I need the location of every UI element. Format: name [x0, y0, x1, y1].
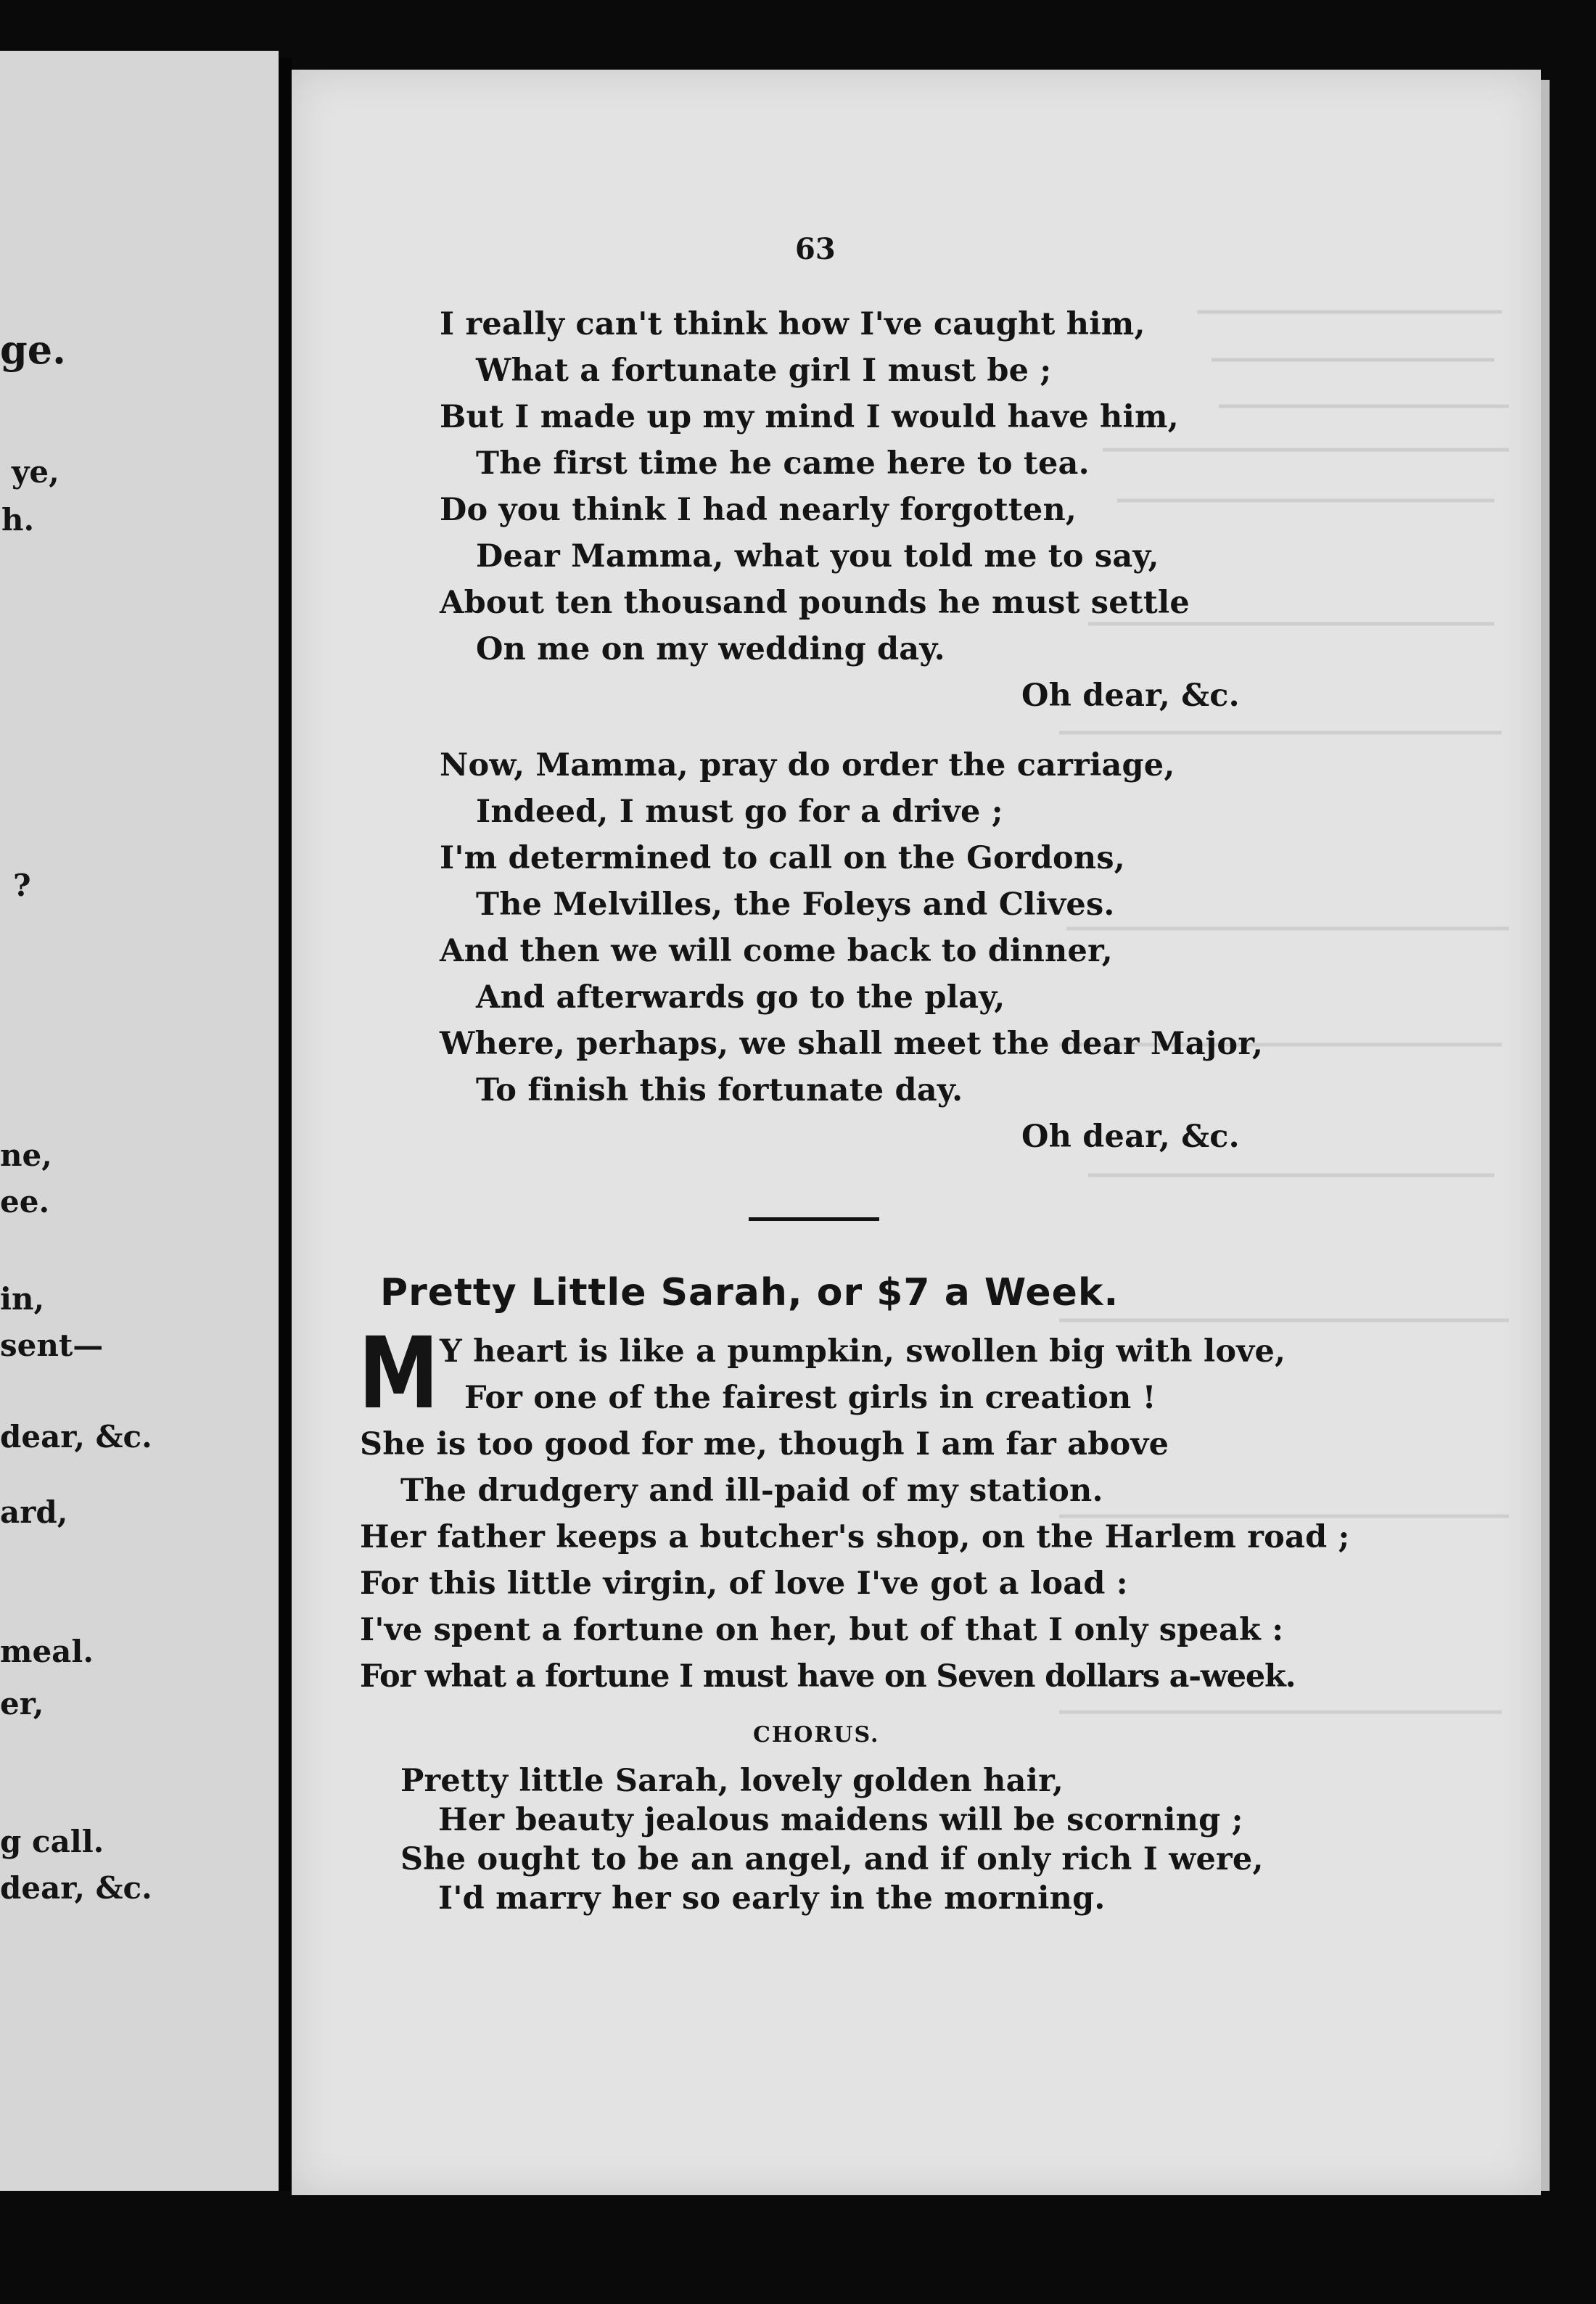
verse-line: For this little virgin, of love I've got a load :: [360, 1566, 1128, 1602]
verse-line: She is too good for me, though I am far above: [360, 1426, 1169, 1462]
left-page-fragment: meal.: [0, 1634, 94, 1669]
verse-line: But I made up my mind I would have him,: [440, 399, 1179, 435]
left-page-fragment: ge.: [0, 326, 66, 373]
verse-line: About ten thousand pounds he must settle: [440, 585, 1190, 621]
verse-line: What a fortunate girl I must be ;: [476, 353, 1052, 389]
verse-line: The drudgery and ill-paid of my station.: [400, 1473, 1103, 1509]
verse-line: The first time he came here to tea.: [476, 445, 1090, 482]
verse-line: I've spent a fortune on her, but of that I only speak :: [360, 1612, 1284, 1648]
verse-line: Where, perhaps, we shall meet the dear Major,: [440, 1026, 1264, 1062]
verse-line: The Melvilles, the Foleys and Clives.: [476, 886, 1115, 923]
verse-line: Now, Mamma, pray do order the carriage,: [440, 747, 1175, 783]
drop-cap: M: [358, 1317, 439, 1431]
verse-line: For what a fortune I must have on Seven dollars a-week.: [360, 1658, 1296, 1695]
verse-line: I really can't think how I've caught him,: [440, 306, 1145, 342]
page-edge: [1541, 80, 1550, 2191]
chorus-line: I'd marry her so early in the morning.: [438, 1880, 1106, 1917]
verse-line: To finish this fortunate day.: [476, 1072, 963, 1108]
left-page-fragment: er,: [0, 1686, 44, 1721]
chorus-label: CHORUS.: [753, 1722, 880, 1748]
verse-line: Indeed, I must go for a drive ;: [476, 794, 1003, 830]
left-page-fragment: ye,: [12, 454, 59, 490]
left-page-fragment: dear, &c.: [0, 1870, 152, 1906]
refrain-line: Oh dear, &c.: [1021, 1119, 1240, 1155]
left-page-fragment: ne,: [0, 1137, 52, 1173]
chorus-line: Pretty little Sarah, lovely golden hair,: [400, 1763, 1064, 1799]
verse-line: And afterwards go to the play,: [476, 979, 1005, 1016]
verse-line: Y heart is like a pumpkin, swollen big with love,: [440, 1333, 1286, 1370]
left-page-fragment: h.: [1, 502, 35, 538]
verse-line: Dear Mamma, what you told me to say,: [476, 538, 1159, 575]
verse-line: And then we will come back to dinner,: [440, 933, 1113, 969]
left-page: [0, 51, 279, 2191]
song-title: Pretty Little Sarah, or $7 a Week.: [380, 1271, 1119, 1314]
page-number: 63: [795, 232, 836, 266]
refrain-line: Oh dear, &c.: [1021, 678, 1240, 714]
left-page-fragment: in,: [0, 1281, 45, 1317]
verse-line: Her father keeps a butcher's shop, on the Harlem road ;: [360, 1519, 1350, 1555]
verse-line: Do you think I had nearly forgotten,: [440, 492, 1077, 528]
left-page-fragment: dear, &c.: [0, 1419, 152, 1455]
chorus-line: She ought to be an angel, and if only rich I were,: [400, 1841, 1264, 1877]
left-page-fragment: ?: [13, 868, 31, 903]
book-binding-gutter: [279, 58, 292, 2191]
verse-line: On me on my wedding day.: [476, 631, 945, 667]
section-divider: [749, 1217, 879, 1221]
verse-line: For one of the fairest girls in creation !: [464, 1380, 1156, 1416]
left-page-fragment: ee.: [0, 1184, 50, 1219]
left-page-fragment: g call.: [0, 1824, 104, 1859]
chorus-line: Her beauty jealous maidens will be scorning ;: [438, 1802, 1243, 1838]
verse-line: I'm determined to call on the Gordons,: [440, 840, 1125, 876]
left-page-fragment: sent—: [0, 1328, 104, 1363]
left-page-fragment: ard,: [0, 1494, 68, 1530]
